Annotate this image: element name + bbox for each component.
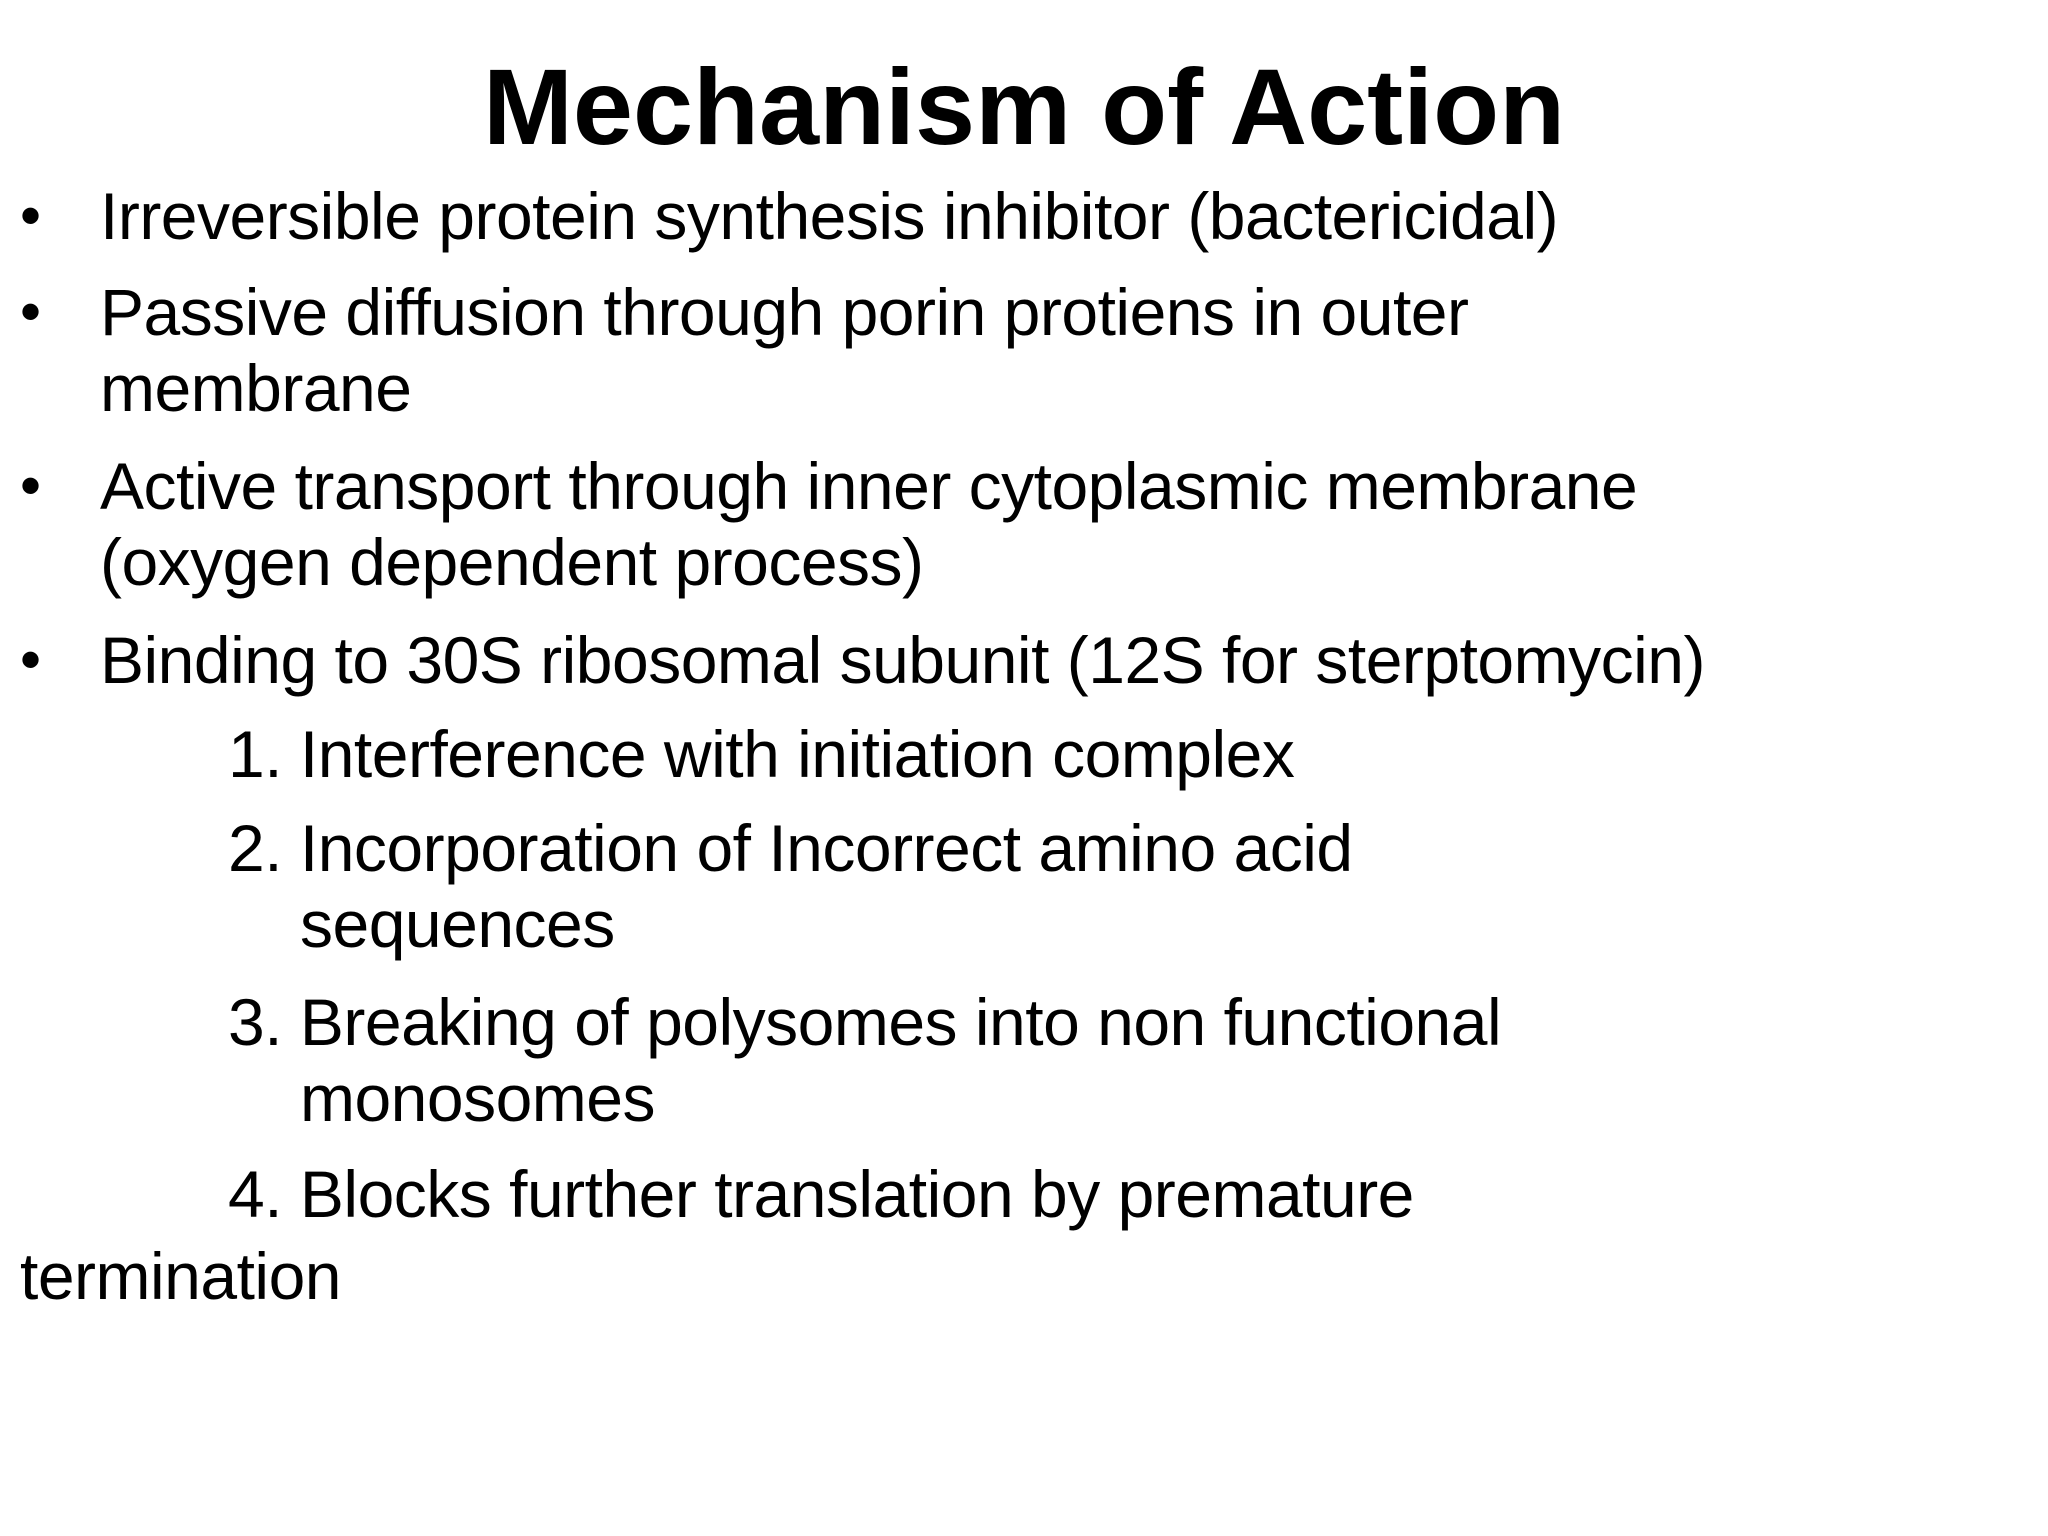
- subitem-4-line-2: termination: [20, 1239, 341, 1313]
- bullet-marker: •: [20, 626, 42, 693]
- slide-title: Mechanism of Action: [482, 46, 1566, 167]
- bullet-marker: •: [20, 182, 42, 249]
- bullet-marker: •: [20, 278, 42, 345]
- bullet-1-line-1: Irreversible protein synthesis inhibitor (bactericidal): [100, 179, 1559, 253]
- bullet-2-line-2: membrane: [100, 351, 412, 425]
- subitem-1-line-1: 1. Interference with initiation complex: [228, 717, 1295, 791]
- subitem-3-line-1: 3. Breaking of polysomes into non functional: [228, 985, 1502, 1059]
- bullet-3-line-1: Active transport through inner cytoplasmic membrane: [100, 449, 1638, 523]
- subitem-2-line-1: 2. Incorporation of Incorrect amino acid: [228, 811, 1353, 885]
- bullet-3-line-2: (oxygen dependent process): [100, 525, 924, 599]
- subitem-3-line-2: monosomes: [300, 1061, 655, 1135]
- bullet-2-line-1: Passive diffusion through porin protiens in outer: [100, 275, 1469, 349]
- bullet-4-line-1: Binding to 30S ribosomal subunit (12S for sterptomycin): [100, 623, 1705, 697]
- subitem-4-line-1: 4. Blocks further translation by premature: [228, 1157, 1414, 1231]
- subitem-2-line-2: sequences: [300, 887, 615, 961]
- bullet-marker: •: [20, 452, 42, 519]
